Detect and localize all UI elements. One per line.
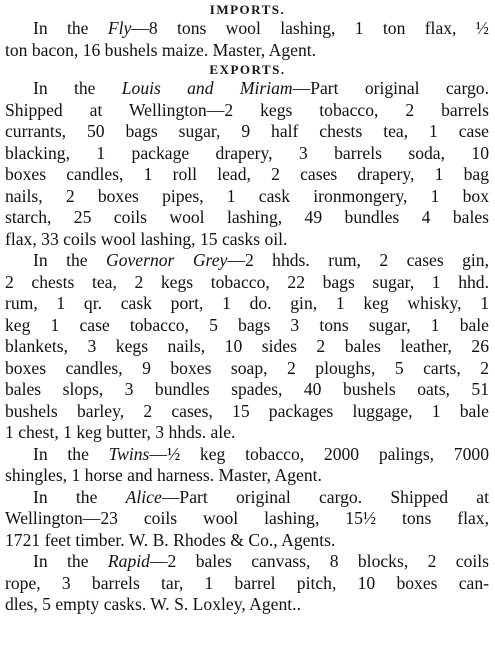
line-text: In the — [33, 250, 106, 270]
text-line — [5, 573, 489, 595]
text-line — [5, 594, 489, 616]
text-line — [5, 336, 489, 358]
line-text: Shipped at Wellington—2 kegs tobacco, 2 barrels — [5, 99, 489, 120]
text-line — [5, 272, 489, 294]
line-text: shingles, 1 horse and harness. Master, Agent. — [5, 465, 322, 485]
text-line — [5, 40, 489, 62]
export-entry-alice — [0, 487, 495, 552]
text-line — [5, 379, 489, 401]
text-line — [5, 508, 489, 530]
exports-heading: EXPORTS. — [209, 62, 286, 77]
line-text: flax, 33 coils wool lashing, 15 casks oil. — [5, 228, 288, 249]
export-entry-rapid — [0, 551, 495, 616]
line-text: —½ keg tobacco, 2000 palings, 7000 — [149, 443, 489, 464]
line-text: In the — [33, 78, 122, 98]
text-line — [5, 18, 489, 40]
text-line — [5, 164, 489, 186]
line-text: In the — [33, 18, 108, 38]
line-text: —Part original cargo. Shipped at — [161, 486, 489, 507]
line-text: keg 1 case tobacco, 5 bags 3 tons sugar, 1 bale — [5, 314, 489, 335]
line-text: dles, 5 empty casks. W. S. Loxley, Agent.. — [5, 594, 301, 614]
text-line — [5, 358, 489, 380]
text-line — [5, 229, 489, 251]
line-text: 1 chest, 1 keg butter, 3 hhds. ale. — [5, 422, 236, 442]
line-text: blacking, 1 package drapery, 3 barrels soda, 10 — [5, 142, 489, 163]
text-line — [5, 186, 489, 208]
line-text: —2 hhds. rum, 2 cases gin, — [227, 250, 489, 270]
line-text: —8 tons wool lashing, 1 ton flax, ½ — [131, 18, 489, 38]
text-line — [5, 487, 489, 509]
ship-name: Fly — [107, 18, 132, 38]
exports-list — [0, 78, 495, 616]
line-text: starch, 25 coils wool lashing, 49 bundles 4 bales — [5, 207, 489, 227]
line-text: bales slops, 3 bundles spades, 40 bushels oats, 51 — [5, 379, 489, 399]
text-line — [5, 315, 489, 337]
text-line — [5, 444, 489, 466]
line-text: 2 chests tea, 2 kegs tobacco, 22 bags sugar, 1 hhd. — [5, 271, 489, 292]
line-text: currants, 50 bags sugar, 9 half chests tea, 1 case — [5, 121, 489, 141]
line-text: nails, 2 boxes pipes, 1 cask ironmongery, 1 box — [5, 185, 489, 206]
export-entry-governor-grey — [0, 250, 495, 444]
text-line — [5, 465, 489, 487]
imports-entry — [0, 18, 495, 61]
line-text: ton bacon, 16 bushels maize. Master, Agent. — [5, 39, 317, 60]
text-line — [5, 121, 489, 143]
text-line — [5, 207, 489, 229]
line-text: rum, 1 qr. cask port, 1 do. gin, 1 keg whisky, 1 — [5, 293, 489, 313]
line-text: —2 bales canvass, 8 blocks, 2 coils — [149, 551, 489, 571]
line-text: In the — [33, 551, 108, 571]
text-line — [5, 143, 489, 165]
line-text: In the — [33, 443, 109, 464]
line-text: boxes candles, 9 boxes soap, 2 ploughs, 5 carts, 2 — [5, 357, 489, 378]
line-text: bushels barley, 2 cases, 15 packages luggage, 1 bale — [5, 400, 489, 421]
line-text: Wellington—23 coils wool lashing, 15½ tons flax, — [5, 508, 489, 528]
text-line — [5, 250, 489, 272]
line-text: —Part original cargo. — [292, 78, 489, 98]
export-entry-twins — [0, 444, 495, 487]
line-text: 1721 feet timber. W. B. Rhodes & Co., Agents. — [5, 529, 336, 550]
text-line — [5, 422, 489, 444]
line-text: blankets, 3 kegs nails, 10 sides 2 bales leather, 26 — [5, 336, 489, 356]
text-line — [5, 401, 489, 423]
line-text: boxes candles, 1 roll lead, 2 cases drapery, 1 bag — [5, 164, 489, 184]
line-text: In the — [33, 486, 126, 507]
text-line — [5, 293, 489, 315]
text-line — [5, 78, 489, 100]
ship-name: Alice — [125, 486, 162, 507]
text-line — [5, 100, 489, 122]
ship-name: Twins — [108, 443, 150, 464]
export-entry-louis-and-miriam — [0, 78, 495, 250]
ship-name: Rapid — [107, 551, 150, 571]
ship-name: Louis and Miriam — [121, 78, 293, 98]
line-text: rope, 3 barrels tar, 1 barrel pitch, 10 boxes can- — [5, 572, 489, 593]
ship-name: Governor Grey — [106, 250, 228, 270]
text-line — [5, 551, 489, 573]
text-line — [5, 530, 489, 552]
imports-heading: IMPORTS. — [209, 2, 286, 17]
